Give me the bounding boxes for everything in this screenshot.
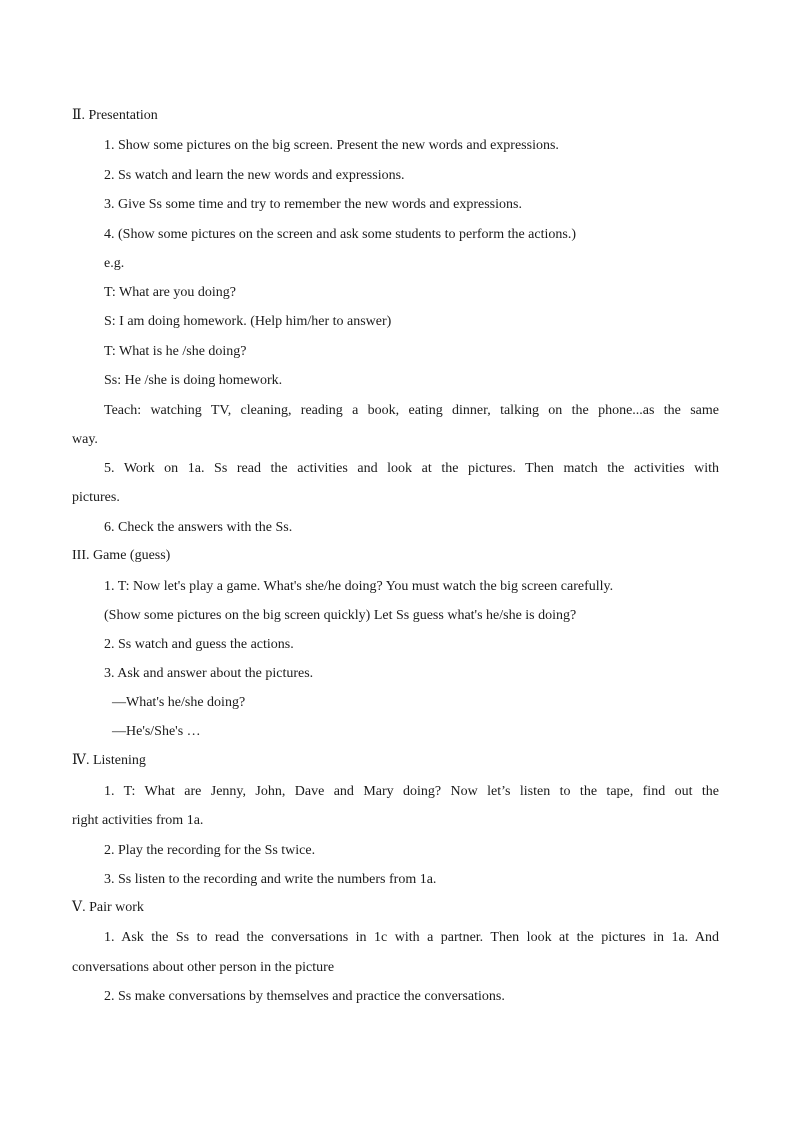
text-line: 1. T: Now let's play a game. What's she/he doing? You must watch the big screen carefully.	[104, 579, 614, 594]
text-line: Teach: watching TV, cleaning, reading a book, eating dinner, talking on the phone...as the same	[104, 403, 719, 418]
text-line: (Show some pictures on the big screen quickly) Let Ss guess what's he/she is doing?	[104, 608, 577, 623]
text-line: Ss: He /she is doing homework.	[104, 373, 283, 388]
text-line: pictures.	[72, 490, 120, 505]
dialogue-line: —What's he/she doing?	[112, 695, 246, 710]
section-heading-presentation: Ⅱ. Presentation	[72, 108, 158, 123]
text-line: e.g.	[104, 256, 125, 271]
text-line: 1. T: What are Jenny, John, Dave and Mary doing? Now let’s listen to the tape, find out the	[104, 784, 719, 799]
text-line: 3. Ask and answer about the pictures.	[104, 666, 314, 681]
text-line: T: What are you doing?	[104, 285, 237, 300]
dialogue-line: —He's/She's …	[112, 724, 201, 739]
text-line: right activities from 1a.	[72, 813, 204, 828]
text-line: conversations about other person in the picture	[72, 960, 335, 975]
text-line: 2. Ss watch and learn the new words and expressions.	[104, 168, 405, 183]
text-line: 3. Give Ss some time and try to remember the new words and expressions.	[104, 197, 522, 212]
text-line: 2. Play the recording for the Ss twice.	[104, 843, 316, 858]
text-line: 5. Work on 1a. Ss read the activities and look at the pictures. Then match the activities with	[104, 461, 719, 476]
text-line: T: What is he /she doing?	[104, 344, 247, 359]
text-line: 2. Ss watch and guess the actions.	[104, 637, 294, 652]
section-heading-listening: Ⅳ. Listening	[72, 753, 146, 768]
text-line: 1. Ask the Ss to read the conversations in 1c with a partner. Then look at the pictures in 1a. And	[104, 930, 719, 945]
text-line: 6. Check the answers with the Ss.	[104, 520, 293, 535]
section-heading-pair-work: Ⅴ. Pair work	[72, 900, 144, 915]
text-line: way.	[72, 432, 98, 447]
section-heading-game: III. Game (guess)	[72, 548, 171, 563]
text-line: 1. Show some pictures on the big screen. Present the new words and expressions.	[104, 138, 559, 153]
text-line: 3. Ss listen to the recording and write the numbers from 1a.	[104, 872, 437, 887]
text-line: 4. (Show some pictures on the screen and ask some students to perform the actions.)	[104, 227, 577, 242]
text-line: 2. Ss make conversations by themselves and practice the conversations.	[104, 989, 505, 1004]
text-line: S: I am doing homework. (Help him/her to answer)	[104, 314, 392, 329]
